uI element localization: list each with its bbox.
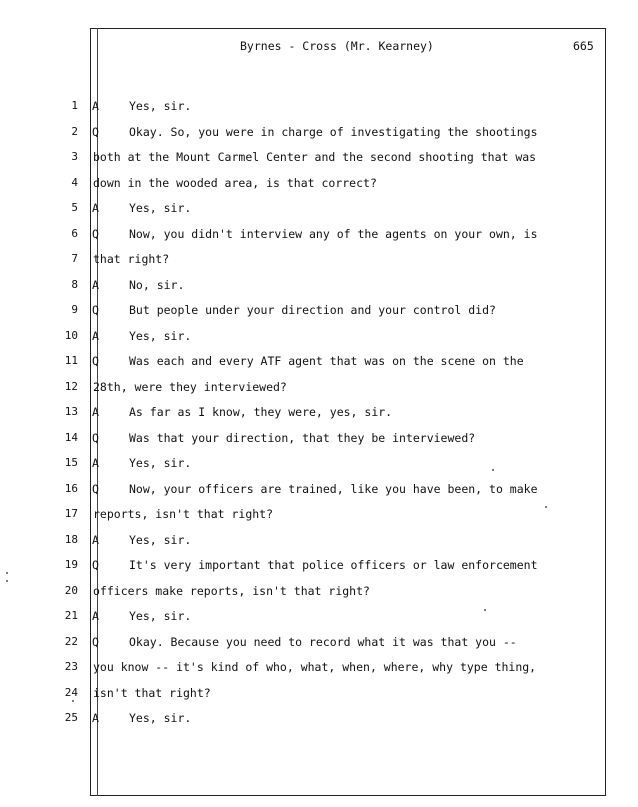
line-text: Was that your direction, that they be interviewed?: [129, 430, 476, 445]
page-title: Byrnes - Cross (Mr. Kearney): [240, 39, 434, 53]
line-number: 22: [64, 634, 78, 648]
line-text: isn't that right?: [93, 685, 211, 700]
speaker-label: A: [92, 99, 99, 113]
scan-speck: [72, 700, 74, 702]
line-text: Now, you didn't interview any of the agents on your own, is: [129, 226, 538, 241]
speaker-label: Q: [92, 124, 99, 139]
line-text: Yes, sir.: [129, 532, 192, 547]
transcript-line: [0, 660, 638, 678]
line-number: 23: [64, 660, 78, 673]
line-text: As far as I know, they were, yes, sir.: [129, 405, 393, 419]
speaker-label: A: [92, 405, 99, 419]
speaker-label: A: [92, 201, 99, 215]
line-text: Was each and every ATF agent that was on the scene on the: [129, 354, 524, 368]
transcript-line: [0, 533, 638, 551]
line-number: 16: [64, 481, 78, 495]
line-text: 28th, were they interviewed?: [93, 379, 287, 394]
line-text: No, sir.: [129, 277, 185, 292]
transcript-line: [0, 252, 638, 270]
line-number: 21: [64, 609, 78, 622]
line-number: 19: [64, 558, 78, 571]
transcript-line: [0, 584, 638, 602]
line-text: Okay. So, you were in charge of investigating the shootings: [129, 124, 538, 139]
line-text: both at the Mount Carmel Center and the second shooting that was: [93, 150, 537, 164]
line-number: 20: [64, 583, 78, 597]
line-number: 25: [64, 711, 78, 724]
line-number: 7: [71, 252, 78, 265]
line-text: Yes, sir.: [129, 609, 192, 623]
transcript-line: [0, 609, 638, 627]
transcript-line: [0, 456, 638, 474]
scan-speck: [6, 580, 8, 582]
line-text: It's very important that police officers or law enforcement: [129, 558, 538, 572]
line-number: 13: [64, 405, 78, 418]
line-number: 9: [71, 303, 78, 316]
line-number: 11: [64, 354, 78, 367]
transcript-line: [0, 558, 638, 576]
speaker-label: Q: [92, 354, 99, 368]
transcript-line: [0, 278, 638, 296]
transcript-line: [0, 303, 638, 321]
line-text: you know -- it's kind of who, what, when, where, why type thing,: [93, 660, 537, 674]
line-number: 18: [64, 532, 78, 546]
line-number: 3: [71, 150, 78, 163]
transcript-line: [0, 405, 638, 423]
line-number: 6: [71, 226, 78, 240]
line-number: 17: [64, 507, 78, 520]
line-text: officers make reports, isn't that right?: [93, 583, 370, 598]
transcript-line: [0, 380, 638, 398]
transcript-line: [0, 329, 638, 347]
page-number: 665: [573, 39, 594, 53]
speaker-label: Q: [92, 430, 99, 445]
line-text: that right?: [93, 252, 170, 266]
speaker-label: Q: [92, 226, 99, 241]
speaker-label: A: [92, 456, 99, 470]
line-number: 8: [71, 277, 78, 291]
line-number: 4: [71, 175, 78, 189]
line-number: 5: [71, 201, 78, 214]
line-text: Yes, sir.: [129, 201, 192, 215]
line-number: 14: [64, 430, 78, 444]
speaker-label: Q: [92, 303, 99, 317]
scan-speck: [492, 469, 494, 471]
line-number: 24: [64, 685, 78, 699]
speaker-label: Q: [92, 558, 99, 572]
speaker-label: A: [92, 277, 99, 292]
transcript-line: [0, 711, 638, 729]
speaker-label: Q: [92, 481, 99, 496]
speaker-label: A: [92, 532, 99, 547]
line-text: Yes, sir.: [129, 456, 192, 470]
line-text: Yes, sir.: [129, 711, 192, 725]
scan-speck: [6, 572, 8, 574]
scan-speck: [545, 506, 547, 508]
line-number: 1: [71, 99, 78, 112]
transcript-line: [0, 635, 638, 653]
speaker-label: A: [92, 609, 99, 623]
line-number: 10: [64, 328, 78, 342]
speaker-label: Q: [92, 634, 99, 649]
line-text: Okay. Because you need to record what it was that you --: [129, 634, 517, 649]
transcript-line: [0, 227, 638, 245]
line-text: Yes, sir.: [129, 99, 192, 113]
line-number: 2: [71, 124, 78, 138]
speaker-label: A: [92, 711, 99, 725]
line-text: But people under your direction and your control did?: [129, 303, 496, 317]
transcript-line: [0, 354, 638, 372]
transcript-line: [0, 125, 638, 143]
transcript-line: [0, 150, 638, 168]
transcript-line: [0, 99, 638, 117]
line-text: Yes, sir.: [129, 328, 192, 343]
transcript-line: [0, 507, 638, 525]
line-text: Now, your officers are trained, like you have been, to make: [129, 481, 538, 496]
line-text: reports, isn't that right?: [93, 507, 274, 521]
line-number: 12: [64, 379, 78, 393]
line-number: 15: [64, 456, 78, 469]
transcript-line: [0, 686, 638, 704]
transcript-line: [0, 482, 638, 500]
transcript-line: [0, 201, 638, 219]
transcript-line: [0, 176, 638, 194]
line-text: down in the wooded area, is that correct?: [93, 175, 377, 190]
speaker-label: A: [92, 328, 99, 343]
scan-speck: [484, 609, 486, 611]
transcript-line: [0, 431, 638, 449]
